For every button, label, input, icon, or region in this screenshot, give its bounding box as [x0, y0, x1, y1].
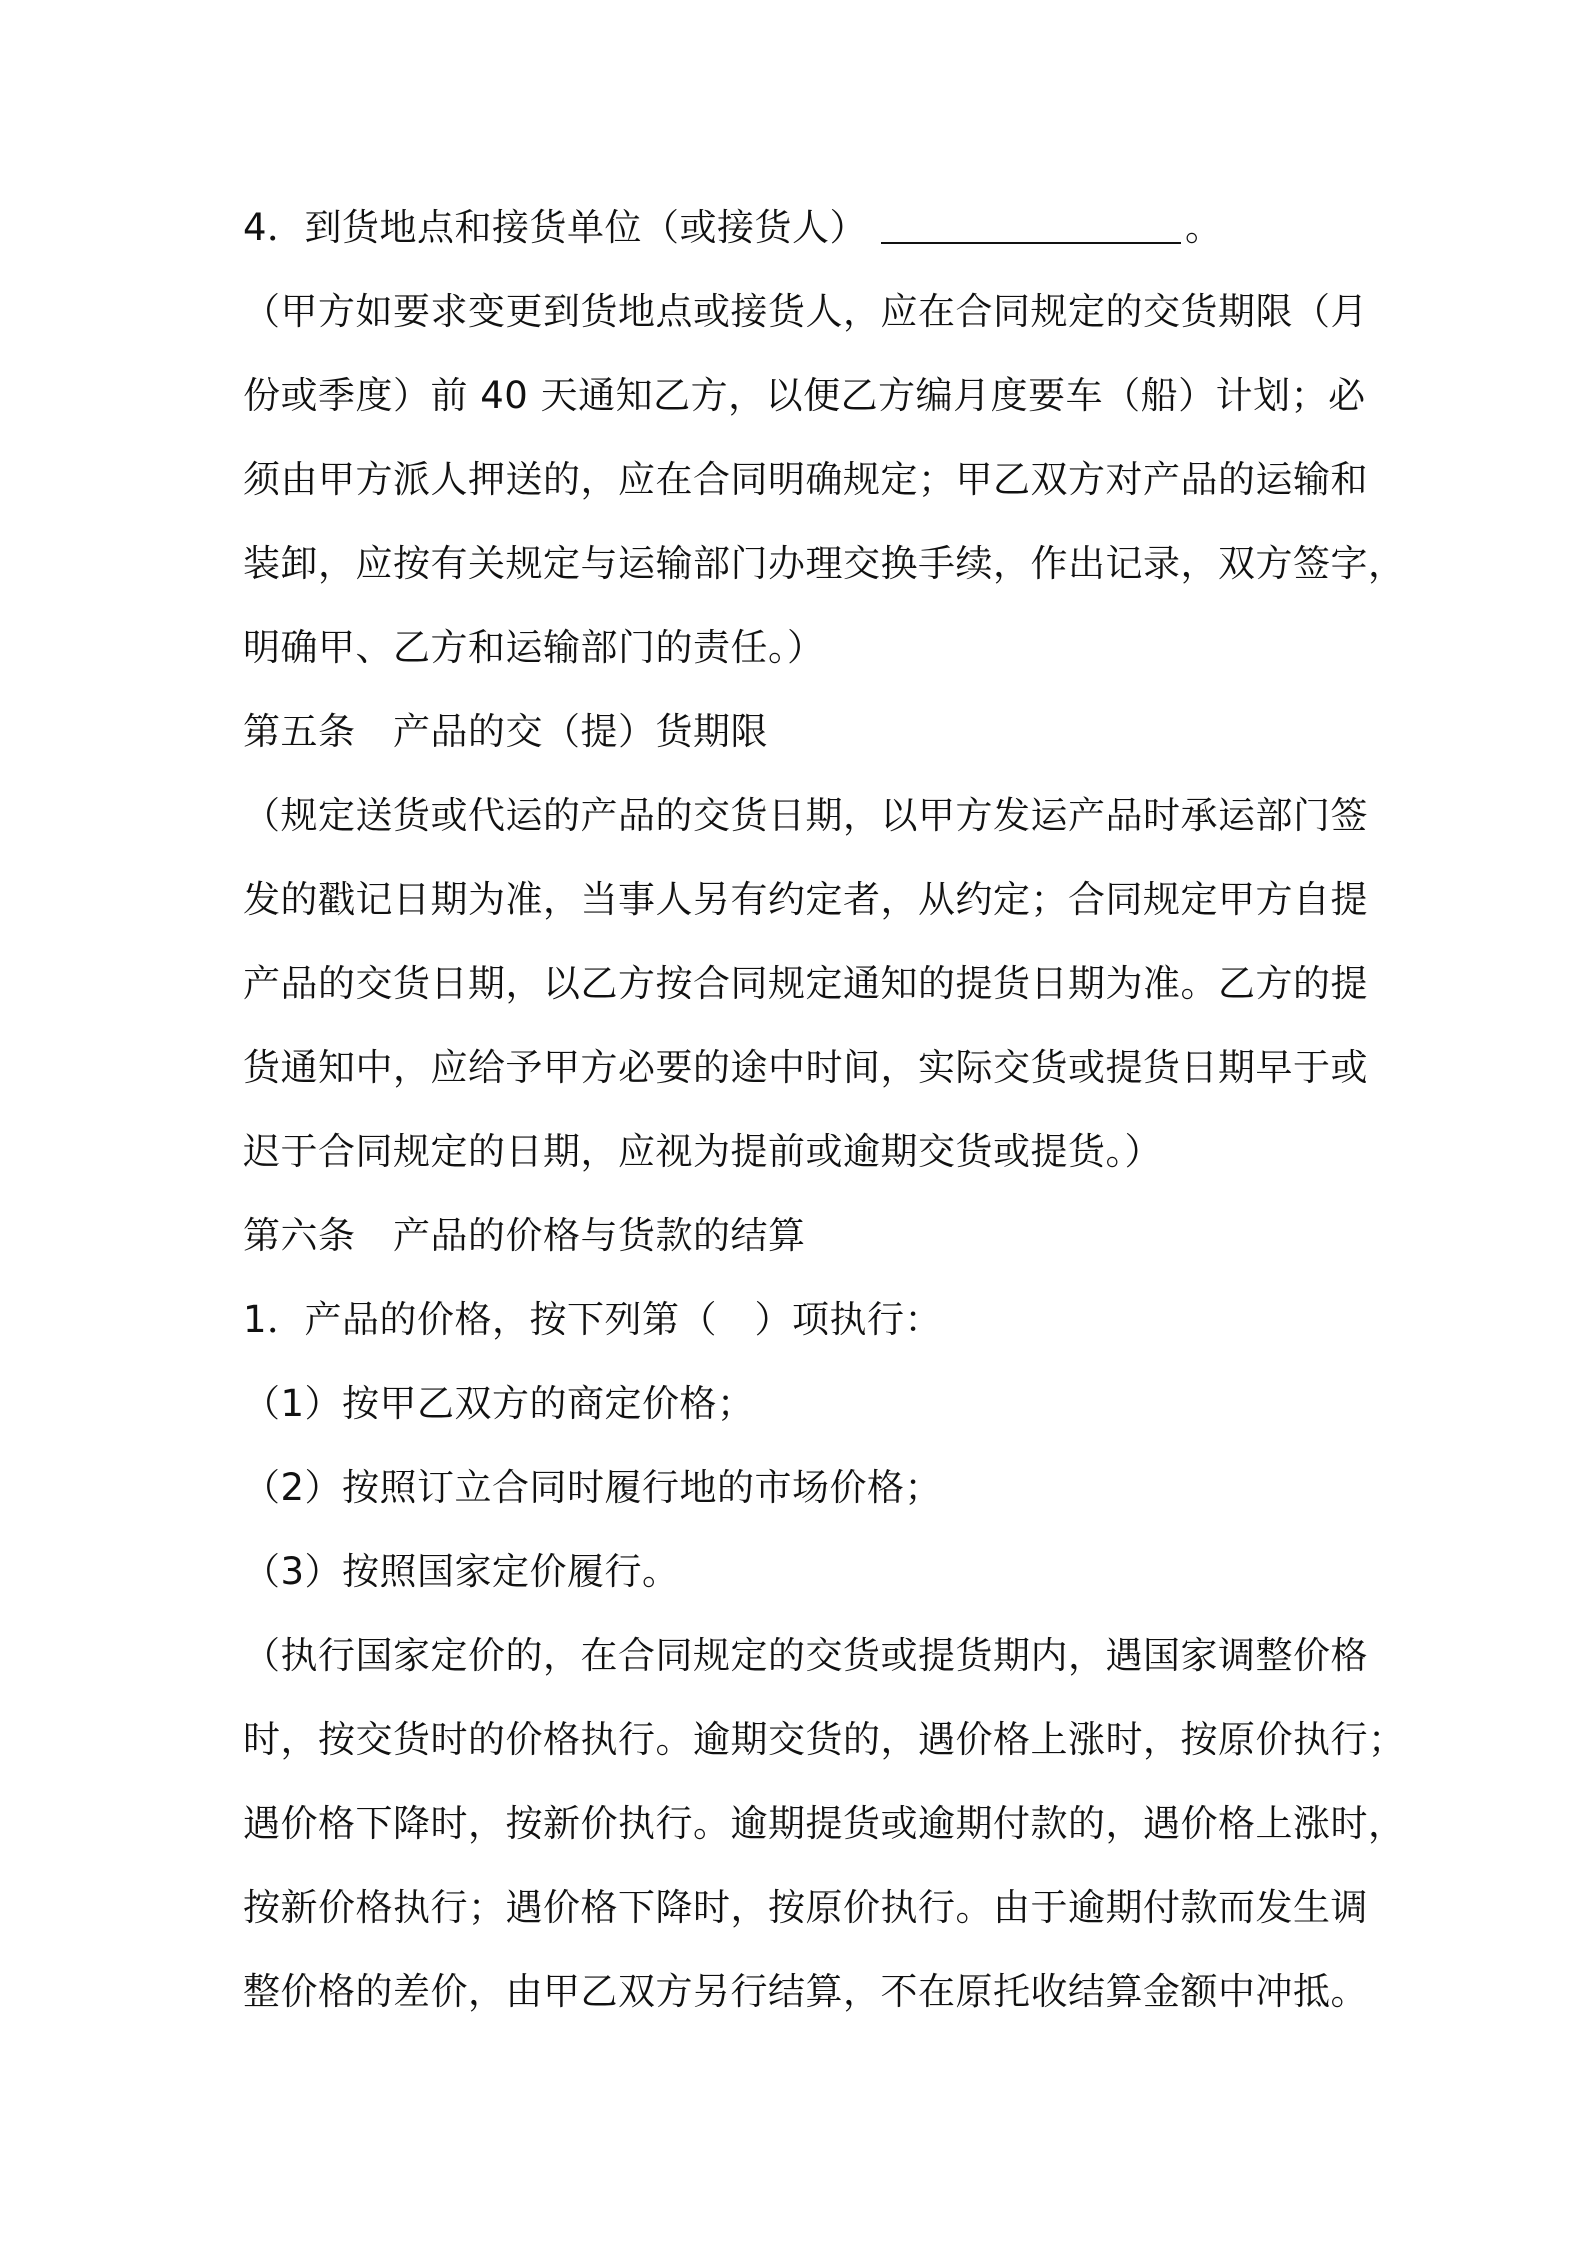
- paragraph-line: 份或季度）前 40 天通知乙方，以便乙方编月度要车（船）计划；必: [243, 374, 1366, 417]
- article-5-heading: 第五条 产品的交（提）货期限: [243, 710, 768, 753]
- paragraph-line: 时，按交货时的价格执行。逾期交货的，遇价格上涨时，按原价执行；: [243, 1718, 1406, 1761]
- paragraph-line: 发的戳记日期为准，当事人另有约定者，从约定；合同规定甲方自提: [243, 878, 1368, 921]
- paragraph-line: 产品的交货日期，以乙方按合同规定通知的提货日期为准。乙方的提: [243, 962, 1368, 1005]
- option-2: （2）按照订立合同时履行地的市场价格；: [243, 1466, 943, 1509]
- article-6-heading: 第六条 产品的价格与货款的结算: [243, 1214, 806, 1257]
- paragraph-line: （甲方如要求变更到货地点或接货人，应在合同规定的交货期限（月: [243, 290, 1368, 333]
- paragraph-line: 迟于合同规定的日期，应视为提前或逾期交货或提货。）: [243, 1130, 1162, 1173]
- paragraph-line: 按新价格执行；遇价格下降时，按原价执行。由于逾期付款而发生调: [243, 1886, 1368, 1929]
- document-page: [243, 0, 1406, 2244]
- item-4-delivery-place: [243, 198, 1223, 258]
- fill-in-blank-line[interactable]: [881, 208, 1181, 244]
- paragraph-line: （规定送货或代运的产品的交货日期，以甲方发运产品时承运部门签: [243, 794, 1368, 837]
- option-1: （1）按甲乙双方的商定价格；: [243, 1382, 755, 1425]
- item-4-text: 4．到货地点和接货单位（或接货人）: [243, 206, 868, 249]
- paragraph-line: 货通知中，应给予甲方必要的途中时间，实际交货或提货日期早于或: [243, 1046, 1368, 1089]
- item-4-suffix: 。: [1185, 206, 1223, 249]
- option-3: （3）按照国家定价履行。: [243, 1550, 680, 1593]
- paragraph-line: （执行国家定价的，在合同规定的交货或提货期内，遇国家调整价格: [243, 1634, 1368, 1677]
- paragraph-line: 明确甲、乙方和运输部门的责任。）: [243, 626, 825, 669]
- paragraph-line: 装卸，应按有关规定与运输部门办理交换手续，作出记录，双方签字，: [243, 542, 1406, 585]
- paragraph-line: 整价格的差价，由甲乙双方另行结算，不在原托收结算金额中冲抵。: [243, 1970, 1368, 2013]
- paragraph-line: 遇价格下降时，按新价执行。逾期提货或逾期付款的，遇价格上涨时，: [243, 1802, 1406, 1845]
- paragraph-line: 须由甲方派人押送的，应在合同明确规定；甲乙双方对产品的运输和: [243, 458, 1368, 501]
- item-1-price: 1．产品的价格，按下列第（ ）项执行：: [243, 1298, 943, 1341]
